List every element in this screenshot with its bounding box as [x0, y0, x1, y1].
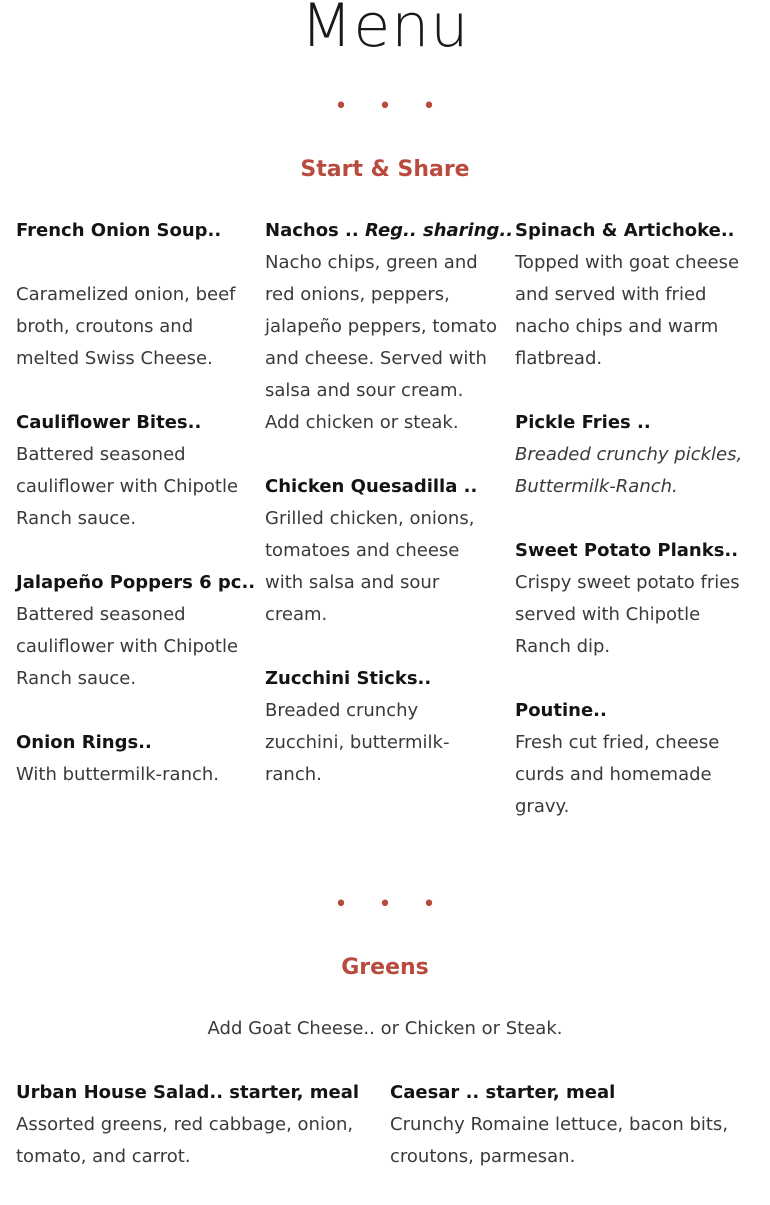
menu-item-description: Topped with goat cheese and served with fried nacho chips and warm flatbread. [515, 252, 740, 369]
menu-item-name: Poutine.. [515, 700, 607, 721]
menu-item-name: Jalapeño Poppers 6 pc.. [16, 572, 256, 593]
menu-item [515, 535, 755, 663]
section-divider-dots: • • • [334, 892, 448, 917]
menu-item [265, 215, 514, 439]
menu-item-description: Breaded crunchy zucchini, buttermilk-ranch. [265, 700, 450, 785]
menu-column-1 [16, 215, 256, 823]
menu-item [16, 727, 252, 791]
menu-item [16, 215, 252, 375]
menu-item [515, 695, 755, 823]
menu-item-description: Crunchy Romaine lettuce, bacon bits, croutons, parmesan. [390, 1114, 729, 1167]
menu-item-description: With buttermilk-ranch. [16, 764, 220, 785]
menu-item-name: Urban House Salad.. starter, meal [16, 1082, 360, 1103]
menu-item-description: Crispy sweet potato fries served with Chipotle Ranch dip. [515, 572, 740, 657]
spacer [16, 247, 252, 279]
greens-addon-note: Add Goat Cheese.. or Chicken or Steak. [207, 1018, 563, 1039]
menu-item-name: Onion Rings.. [16, 732, 152, 753]
menu-item-description: Breaded crunchy pickles, Buttermilk-Ranch. [515, 444, 743, 497]
menu-item-name: Zucchini Sticks.. [265, 668, 432, 689]
menu-item-description: Assorted greens, red cabbage, onion, tomato, and carrot. [16, 1114, 354, 1167]
menu-item-name: Sweet Potato Planks.. [515, 540, 739, 561]
menu-item [265, 663, 501, 791]
menu-item [16, 407, 252, 535]
greens-column-1 [16, 1077, 366, 1205]
menu-item-name: Pickle Fries .. [515, 412, 651, 433]
menu-item-name: Caesar .. starter, meal [390, 1082, 616, 1103]
section-title-start-share: Start & Share [300, 157, 470, 182]
menu-column-2 [265, 215, 514, 823]
menu-item [390, 1077, 750, 1173]
section-title-greens: Greens [341, 955, 429, 980]
menu-item [515, 215, 755, 375]
menu-item-name [265, 215, 514, 247]
menu-item-description: Battered seasoned cauliflower with Chipotle Ranch sauce. [16, 444, 239, 529]
menu-item-description: Nacho chips, green and red onions, peppers, jalapeño peppers, tomato and cheese. Served with salsa and sour cream. Add chicken or steak. [265, 252, 498, 433]
menu-item-description: Battered seasoned cauliflower with Chipotle Ranch sauce. [16, 604, 239, 689]
menu-item-name-sizes: Reg.. sharing.. [365, 220, 514, 241]
menu-item-name: Cauliflower Bites.. [16, 412, 202, 433]
section-divider-dots: • • • [334, 94, 448, 119]
menu-item-description: Caramelized onion, beef broth, croutons and melted Swiss Cheese. [16, 284, 236, 369]
menu-item [265, 471, 501, 631]
menu-column-3 [515, 215, 755, 855]
page-title: Menu [300, 0, 470, 61]
greens-column-2 [390, 1077, 750, 1205]
menu-item-name: French Onion Soup.. [16, 220, 222, 241]
menu-item-description: Grilled chicken, onions, tomatoes and cheese with salsa and sour cream. [265, 508, 475, 625]
menu-item-description: Fresh cut fried, cheese curds and homemade gravy. [515, 732, 720, 817]
menu-item-name: Chicken Quesadilla .. [265, 476, 478, 497]
menu-item [515, 407, 755, 503]
menu-item-name: Spinach & Artichoke.. [515, 220, 735, 241]
menu-item [16, 567, 256, 695]
menu-item [16, 1077, 366, 1173]
menu-item-name-main: Nachos .. [265, 220, 359, 241]
